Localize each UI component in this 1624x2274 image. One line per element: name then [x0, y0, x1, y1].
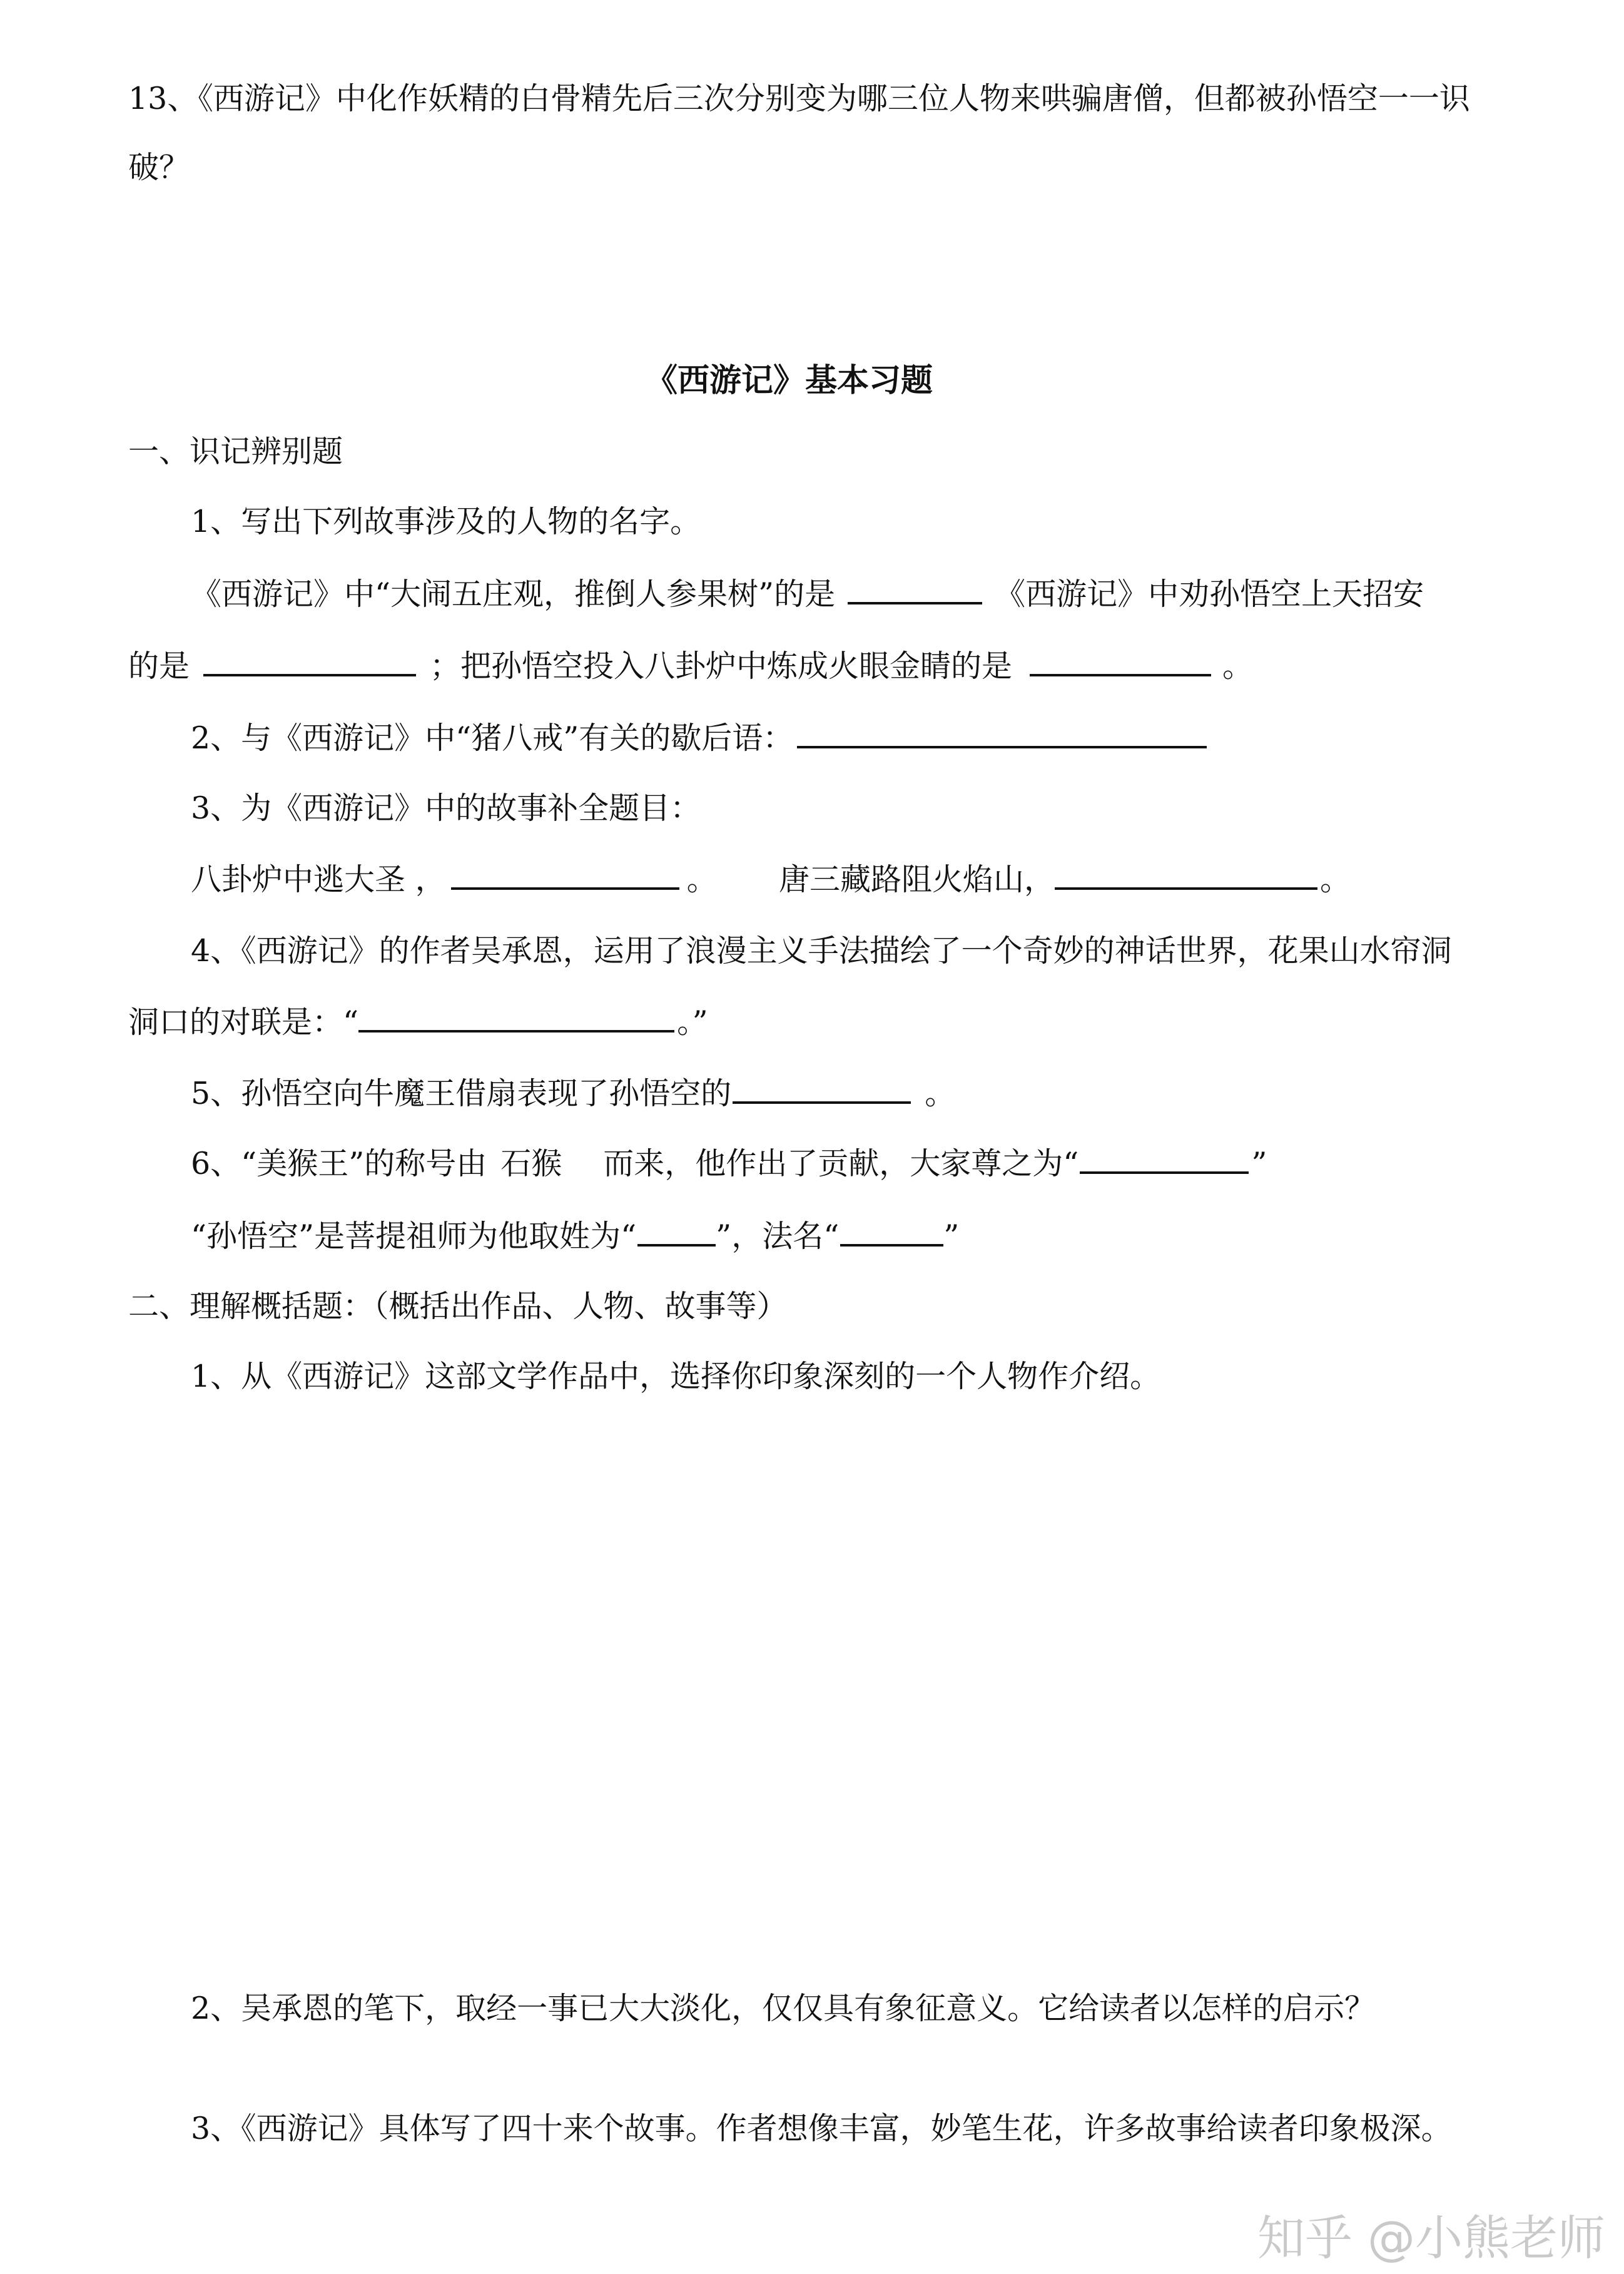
blank-field[interactable] [203, 648, 416, 676]
s1-q3-text: 3、为《西游记》中的故事补全题目： [191, 790, 701, 826]
s1-q1-text: 1、写出下列故事涉及的人物的名字。 [191, 504, 701, 539]
s1-q6-c: ” [1251, 1146, 1267, 1181]
s1-q4-line2 [128, 1004, 708, 1041]
blank-field[interactable] [1030, 648, 1211, 676]
blank-field[interactable] [637, 1218, 716, 1247]
blank-field[interactable] [358, 1004, 674, 1032]
s1-q4-line2a: 洞口的对联是：“ [128, 1004, 359, 1040]
s2-q3: 3、《西游记》具体写了四十来个故事。作者想像丰富，妙笔生花，许多故事给读者印象极深。 [191, 2111, 1452, 2146]
page-title: 《西游记》基本习题 [646, 362, 933, 399]
s1-q1-l2a: 的是 [128, 648, 190, 684]
blank-field[interactable] [848, 576, 982, 604]
q13-line2: 破？ [128, 150, 190, 185]
s1-q6-f: ” [943, 1218, 960, 1254]
s1-q6-d: “孙悟空”是菩提祖师为他取姓为“ [191, 1218, 637, 1254]
blank-field[interactable] [733, 1075, 911, 1104]
s1-q6-a: 6、“美猴王”的称号由 [191, 1146, 487, 1181]
s1-q3-line-b [779, 861, 1351, 899]
s1-q1-l2b: ；把孙悟空投入八卦炉中炼成火眼金睛的是 [430, 648, 1013, 684]
s1-q5-a: 5、孙悟空向牛魔王借扇表现了孙悟空的 [191, 1076, 732, 1111]
blank-field[interactable] [451, 861, 679, 890]
s1-q3-a-end: 。 [686, 862, 718, 897]
s1-q3-line-a [191, 861, 718, 899]
s2-q2: 2、吴承恩的笔下，取经一事已大大淡化，仅仅具有象征意义。它给读者以怎样的启示？ [191, 1991, 1376, 2026]
s1-q1-line2 [128, 648, 1253, 685]
s1-q4-line1: 4、《西游记》的作者吴承恩，运用了浪漫主义手法描绘了一个奇妙的神话世界，花果山水帘洞 [191, 933, 1452, 969]
section2-heading: 二、理解概括题：（概括出作品、人物、故事等） [128, 1288, 788, 1324]
blank-field[interactable] [797, 720, 1207, 748]
s1-q6-stone: 石猴 [500, 1146, 562, 1181]
watermark: 知乎 @小熊老师 [1257, 2210, 1605, 2266]
s1-q2-text: 2、与《西游记》中“猪八戒”有关的歇后语： [191, 720, 794, 756]
s1-q1-l1b: 《西游记》中劝孙悟空上天招安 [995, 576, 1424, 612]
q13-line1: 13、《西游记》中化作妖精的白骨精先后三次分别变为哪三位人物来哄骗唐僧，但都被孙悟空一一识 [128, 81, 1470, 116]
blank-field[interactable] [1055, 861, 1317, 890]
section1-heading: 一、识记辨别题 [128, 434, 343, 469]
s1-q1-l1a: 《西游记》中“大闹五庄观，推倒人参果树”的是 [191, 576, 836, 612]
s1-q3-a: 八卦炉中逃大圣 ， [191, 862, 446, 897]
s1-q5-line [191, 1075, 955, 1113]
blank-field[interactable] [840, 1218, 943, 1247]
s1-q6-line2 [191, 1218, 959, 1255]
s1-q6-b: 而来，他作出了贡献，大家尊之为“ [603, 1146, 1079, 1181]
s1-q6-e: ”，法名“ [716, 1218, 840, 1254]
s1-q3-b: 唐三藏路阻火焰山， [779, 862, 1055, 897]
s1-q6-line1 [191, 1145, 1267, 1183]
s1-q1-l2c: 。 [1222, 648, 1254, 684]
s1-q2-line [191, 720, 1207, 757]
s1-q3-b-end: 。 [1320, 862, 1351, 897]
s1-q1-line1 [191, 576, 1424, 613]
s1-q4-line2b: 。” [677, 1004, 708, 1040]
blank-field[interactable] [1080, 1145, 1249, 1174]
s2-q1: 1、从《西游记》这部文学作品中，选择你印象深刻的一个人物作介绍。 [191, 1359, 1161, 1394]
s1-q5-b: 。 [925, 1076, 956, 1111]
